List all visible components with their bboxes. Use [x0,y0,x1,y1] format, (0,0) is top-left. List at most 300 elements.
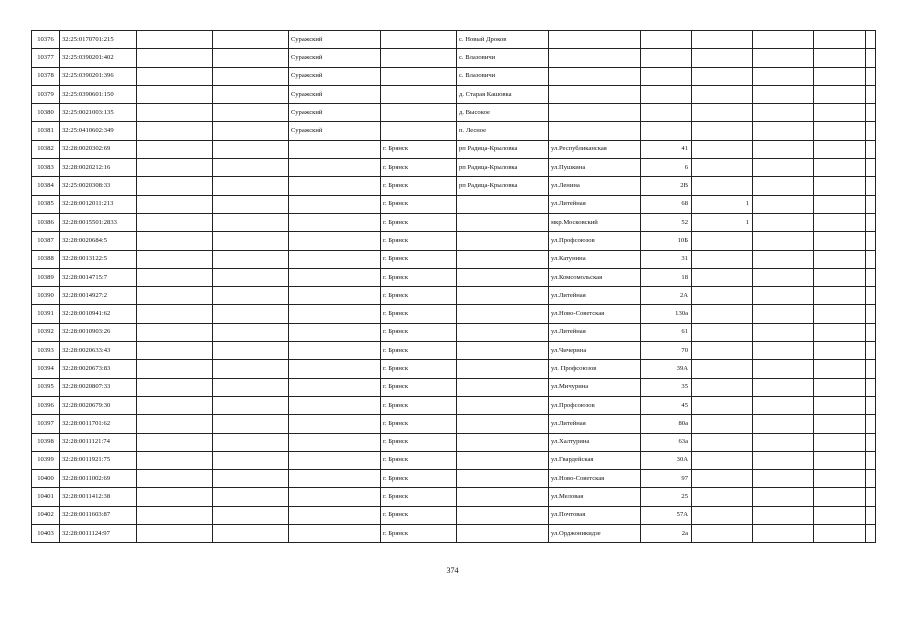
empty-cell [753,396,814,414]
row-number: 10389 [32,268,60,286]
house-cell: 18 [641,268,692,286]
row-number: 10387 [32,232,60,250]
district-cell [289,396,381,414]
district-cell: Суражский [289,49,381,67]
empty-cell [137,323,213,341]
locality-cell [457,232,549,250]
row-number: 10401 [32,488,60,506]
row-number: 10378 [32,67,60,85]
street-cell: ул.Литейная [549,195,641,213]
cadastral-number: 32:25:0020308:33 [60,177,137,195]
house-cell: 35 [641,378,692,396]
empty-cell [866,250,876,268]
table-row [32,49,876,67]
empty-cell [137,488,213,506]
house-cell: 25 [641,488,692,506]
table-row [32,433,876,451]
table-row [32,268,876,286]
empty-cell [866,506,876,524]
cadastral-number: 32:28:0014715:7 [60,268,137,286]
page-number: 374 [446,566,459,575]
row-number: 10381 [32,122,60,140]
locality-cell: д. Старая Кашовка [457,85,549,103]
table-row [32,323,876,341]
empty-cell [753,104,814,122]
cadastral-number: 32:25:0390601:150 [60,85,137,103]
row-number: 10390 [32,287,60,305]
empty-cell [866,287,876,305]
district-cell: Суражский [289,104,381,122]
empty-cell [814,268,866,286]
empty-cell [137,268,213,286]
count-cell [692,177,753,195]
empty-cell [753,213,814,231]
street-cell [549,49,641,67]
district-cell [289,305,381,323]
count-cell [692,342,753,360]
empty-cell [137,232,213,250]
district-cell [289,250,381,268]
locality-cell [457,433,549,451]
empty-cell [866,488,876,506]
empty-cell [213,396,289,414]
city-cell: г. Брянск [381,396,457,414]
table-row [32,451,876,469]
cadastral-number: 32:28:0011701:62 [60,415,137,433]
empty-cell [213,122,289,140]
empty-cell [213,287,289,305]
city-cell: г. Брянск [381,195,457,213]
house-cell: 30А [641,451,692,469]
house-cell: 31 [641,250,692,268]
table-row [32,67,876,85]
empty-cell [753,85,814,103]
table-row [32,506,876,524]
empty-cell [814,195,866,213]
district-cell [289,268,381,286]
empty-cell [866,525,876,543]
district-cell [289,323,381,341]
empty-cell [137,140,213,158]
count-cell [692,396,753,414]
cadastral-number: 32:25:0390201:396 [60,67,137,85]
empty-cell [753,268,814,286]
cadastral-number: 32:28:0014927:2 [60,287,137,305]
empty-cell [866,85,876,103]
empty-cell [814,506,866,524]
district-cell [289,232,381,250]
cadastral-number: 32:25:0410602:349 [60,122,137,140]
table-row [32,140,876,158]
count-cell [692,378,753,396]
locality-cell: д. Высокое [457,104,549,122]
empty-cell [213,159,289,177]
empty-cell [814,433,866,451]
district-cell [289,213,381,231]
empty-cell [814,104,866,122]
row-number: 10400 [32,470,60,488]
empty-cell [814,122,866,140]
empty-cell [213,177,289,195]
empty-cell [137,506,213,524]
table-row [32,342,876,360]
empty-cell [753,323,814,341]
city-cell: г. Брянск [381,140,457,158]
empty-cell [137,342,213,360]
house-cell: 57А [641,506,692,524]
empty-cell [137,451,213,469]
empty-cell [866,195,876,213]
empty-cell [213,49,289,67]
table-row [32,305,876,323]
empty-cell [213,451,289,469]
row-number: 10398 [32,433,60,451]
locality-cell [457,287,549,305]
empty-cell [137,177,213,195]
locality-cell [457,470,549,488]
row-number: 10382 [32,140,60,158]
empty-cell [213,470,289,488]
cadastral-number: 32:28:0020212:16 [60,159,137,177]
locality-cell [457,250,549,268]
empty-cell [866,104,876,122]
city-cell: г. Брянск [381,287,457,305]
table-row [32,378,876,396]
row-number: 10399 [32,451,60,469]
empty-cell [753,506,814,524]
street-cell: ул.Литейная [549,415,641,433]
house-cell: 52 [641,213,692,231]
locality-cell: с. Влазовичи [457,67,549,85]
district-cell: Суражский [289,85,381,103]
count-cell [692,451,753,469]
table-row [32,396,876,414]
city-cell [381,67,457,85]
city-cell [381,31,457,49]
count-cell [692,525,753,543]
district-cell [289,378,381,396]
count-cell [692,159,753,177]
empty-cell [866,213,876,231]
count-cell [692,323,753,341]
empty-cell [814,159,866,177]
empty-cell [753,177,814,195]
street-cell: ул.Гвардейская [549,451,641,469]
empty-cell [213,415,289,433]
house-cell: 97 [641,470,692,488]
district-cell: Суражский [289,31,381,49]
empty-cell [753,195,814,213]
city-cell: г. Брянск [381,433,457,451]
cadastral-number: 32:28:0020807:33 [60,378,137,396]
street-cell [549,104,641,122]
empty-cell [213,342,289,360]
city-cell: г. Брянск [381,488,457,506]
locality-cell [457,451,549,469]
district-cell [289,342,381,360]
cadastral-number: 32:25:0390201:402 [60,49,137,67]
street-cell [549,122,641,140]
house-cell [641,85,692,103]
city-cell: г. Брянск [381,525,457,543]
empty-cell [137,159,213,177]
table-row [32,415,876,433]
cadastral-number: 32:25:0021003:135 [60,104,137,122]
district-cell: Суражский [289,122,381,140]
cadastral-number: 32:25:0170701:215 [60,31,137,49]
city-cell: г. Брянск [381,451,457,469]
empty-cell [213,31,289,49]
house-cell: 39А [641,360,692,378]
locality-cell [457,378,549,396]
table-row [32,177,876,195]
house-cell: 2В [641,177,692,195]
empty-cell [753,433,814,451]
city-cell: г. Брянск [381,159,457,177]
street-cell: ул.Почтовая [549,506,641,524]
empty-cell [213,213,289,231]
count-cell [692,305,753,323]
table-body [32,31,876,543]
street-cell: ул.Мичурина [549,378,641,396]
cadastral-number: 32:28:0011002:69 [60,470,137,488]
empty-cell [814,396,866,414]
district-cell [289,433,381,451]
house-cell [641,104,692,122]
empty-cell [137,195,213,213]
locality-cell [457,506,549,524]
row-number: 10393 [32,342,60,360]
row-number: 10385 [32,195,60,213]
count-cell [692,506,753,524]
empty-cell [137,525,213,543]
empty-cell [814,305,866,323]
district-cell [289,451,381,469]
cadastral-number: 32:28:0011603:87 [60,506,137,524]
empty-cell [814,488,866,506]
row-number: 10377 [32,49,60,67]
empty-cell [866,159,876,177]
locality-cell [457,415,549,433]
street-cell: ул.Профсоюзов [549,232,641,250]
street-cell: ул.Профсоюзов [549,396,641,414]
table-row [32,195,876,213]
empty-cell [137,433,213,451]
empty-cell [213,250,289,268]
cadastral-number: 32:28:0010941:62 [60,305,137,323]
empty-cell [866,140,876,158]
street-cell: ул.Республиканская [549,140,641,158]
count-cell [692,360,753,378]
house-cell: 45 [641,396,692,414]
empty-cell [753,305,814,323]
empty-cell [213,305,289,323]
locality-cell [457,213,549,231]
table-row [32,85,876,103]
street-cell: ул.Ново-Советская [549,305,641,323]
empty-cell [753,140,814,158]
city-cell [381,104,457,122]
empty-cell [213,488,289,506]
empty-cell [866,49,876,67]
locality-cell [457,195,549,213]
empty-cell [213,104,289,122]
locality-cell [457,525,549,543]
empty-cell [753,232,814,250]
empty-cell [866,122,876,140]
district-cell [289,525,381,543]
empty-cell [213,67,289,85]
empty-cell [814,31,866,49]
row-number: 10395 [32,378,60,396]
row-number: 10394 [32,360,60,378]
city-cell: г. Брянск [381,250,457,268]
row-number: 10391 [32,305,60,323]
empty-cell [213,506,289,524]
house-cell: 6 [641,159,692,177]
empty-cell [866,451,876,469]
empty-cell [137,85,213,103]
city-cell: г. Брянск [381,177,457,195]
district-cell [289,415,381,433]
count-cell [692,67,753,85]
empty-cell [814,451,866,469]
count-cell [692,268,753,286]
street-cell: ул.Ленина [549,177,641,195]
count-cell [692,470,753,488]
empty-cell [213,232,289,250]
count-cell [692,140,753,158]
empty-cell [866,323,876,341]
count-cell [692,415,753,433]
city-cell: г. Брянск [381,232,457,250]
empty-cell [137,415,213,433]
street-cell: ул.Пушкина [549,159,641,177]
empty-cell [866,31,876,49]
cadastral-number: 32:28:0011121:74 [60,433,137,451]
street-cell [549,67,641,85]
locality-cell [457,342,549,360]
table-row [32,159,876,177]
empty-cell [866,232,876,250]
empty-cell [753,360,814,378]
street-cell: ул.Орджоникидзе [549,525,641,543]
empty-cell [814,378,866,396]
empty-cell [866,378,876,396]
empty-cell [814,342,866,360]
cadastral-number: 32:28:0020673:83 [60,360,137,378]
empty-cell [814,232,866,250]
empty-cell [753,470,814,488]
city-cell: г. Брянск [381,213,457,231]
street-cell: ул.Халтурина [549,433,641,451]
empty-cell [753,525,814,543]
street-cell [549,31,641,49]
table-row [32,470,876,488]
street-cell: мкр.Московский [549,213,641,231]
empty-cell [137,360,213,378]
district-cell [289,488,381,506]
house-cell: 63а [641,433,692,451]
empty-cell [753,415,814,433]
count-cell [692,287,753,305]
empty-cell [137,31,213,49]
district-cell [289,287,381,305]
empty-cell [753,122,814,140]
table-row [32,250,876,268]
city-cell: г. Брянск [381,378,457,396]
empty-cell [814,415,866,433]
street-cell: ул.Литейная [549,323,641,341]
house-cell: 2А [641,287,692,305]
row-number: 10380 [32,104,60,122]
cadastral-number: 32:28:0011412:38 [60,488,137,506]
empty-cell [814,470,866,488]
empty-cell [814,360,866,378]
row-number: 10379 [32,85,60,103]
house-cell: 80а [641,415,692,433]
empty-cell [137,470,213,488]
empty-cell [753,159,814,177]
empty-cell [814,287,866,305]
table-row [32,287,876,305]
cadastral-number: 32:28:0020633:43 [60,342,137,360]
street-cell: ул.Меловая [549,488,641,506]
locality-cell: рп Радица-Крыловка [457,177,549,195]
registry-table [31,30,876,543]
locality-cell: п. Лесное [457,122,549,140]
empty-cell [213,378,289,396]
locality-cell [457,323,549,341]
locality-cell [457,268,549,286]
count-cell [692,85,753,103]
row-number: 10376 [32,31,60,49]
city-cell: г. Брянск [381,415,457,433]
empty-cell [753,67,814,85]
row-number: 10392 [32,323,60,341]
house-cell [641,31,692,49]
empty-cell [753,342,814,360]
cadastral-number: 32:28:0020684:5 [60,232,137,250]
registry-table-container [31,30,875,543]
row-number: 10397 [32,415,60,433]
district-cell [289,470,381,488]
empty-cell [814,250,866,268]
city-cell: г. Брянск [381,360,457,378]
locality-cell [457,396,549,414]
cadastral-number: 32:28:0011921:75 [60,451,137,469]
cadastral-number: 32:28:0020302:69 [60,140,137,158]
empty-cell [866,177,876,195]
city-cell: г. Брянск [381,323,457,341]
empty-cell [753,250,814,268]
empty-cell [814,67,866,85]
count-cell [692,104,753,122]
empty-cell [753,488,814,506]
empty-cell [814,177,866,195]
house-cell [641,67,692,85]
empty-cell [137,49,213,67]
empty-cell [753,31,814,49]
empty-cell [137,378,213,396]
empty-cell [814,140,866,158]
city-cell: г. Брянск [381,342,457,360]
locality-cell [457,488,549,506]
empty-cell [137,287,213,305]
city-cell: г. Брянск [381,470,457,488]
count-cell [692,488,753,506]
empty-cell [753,287,814,305]
